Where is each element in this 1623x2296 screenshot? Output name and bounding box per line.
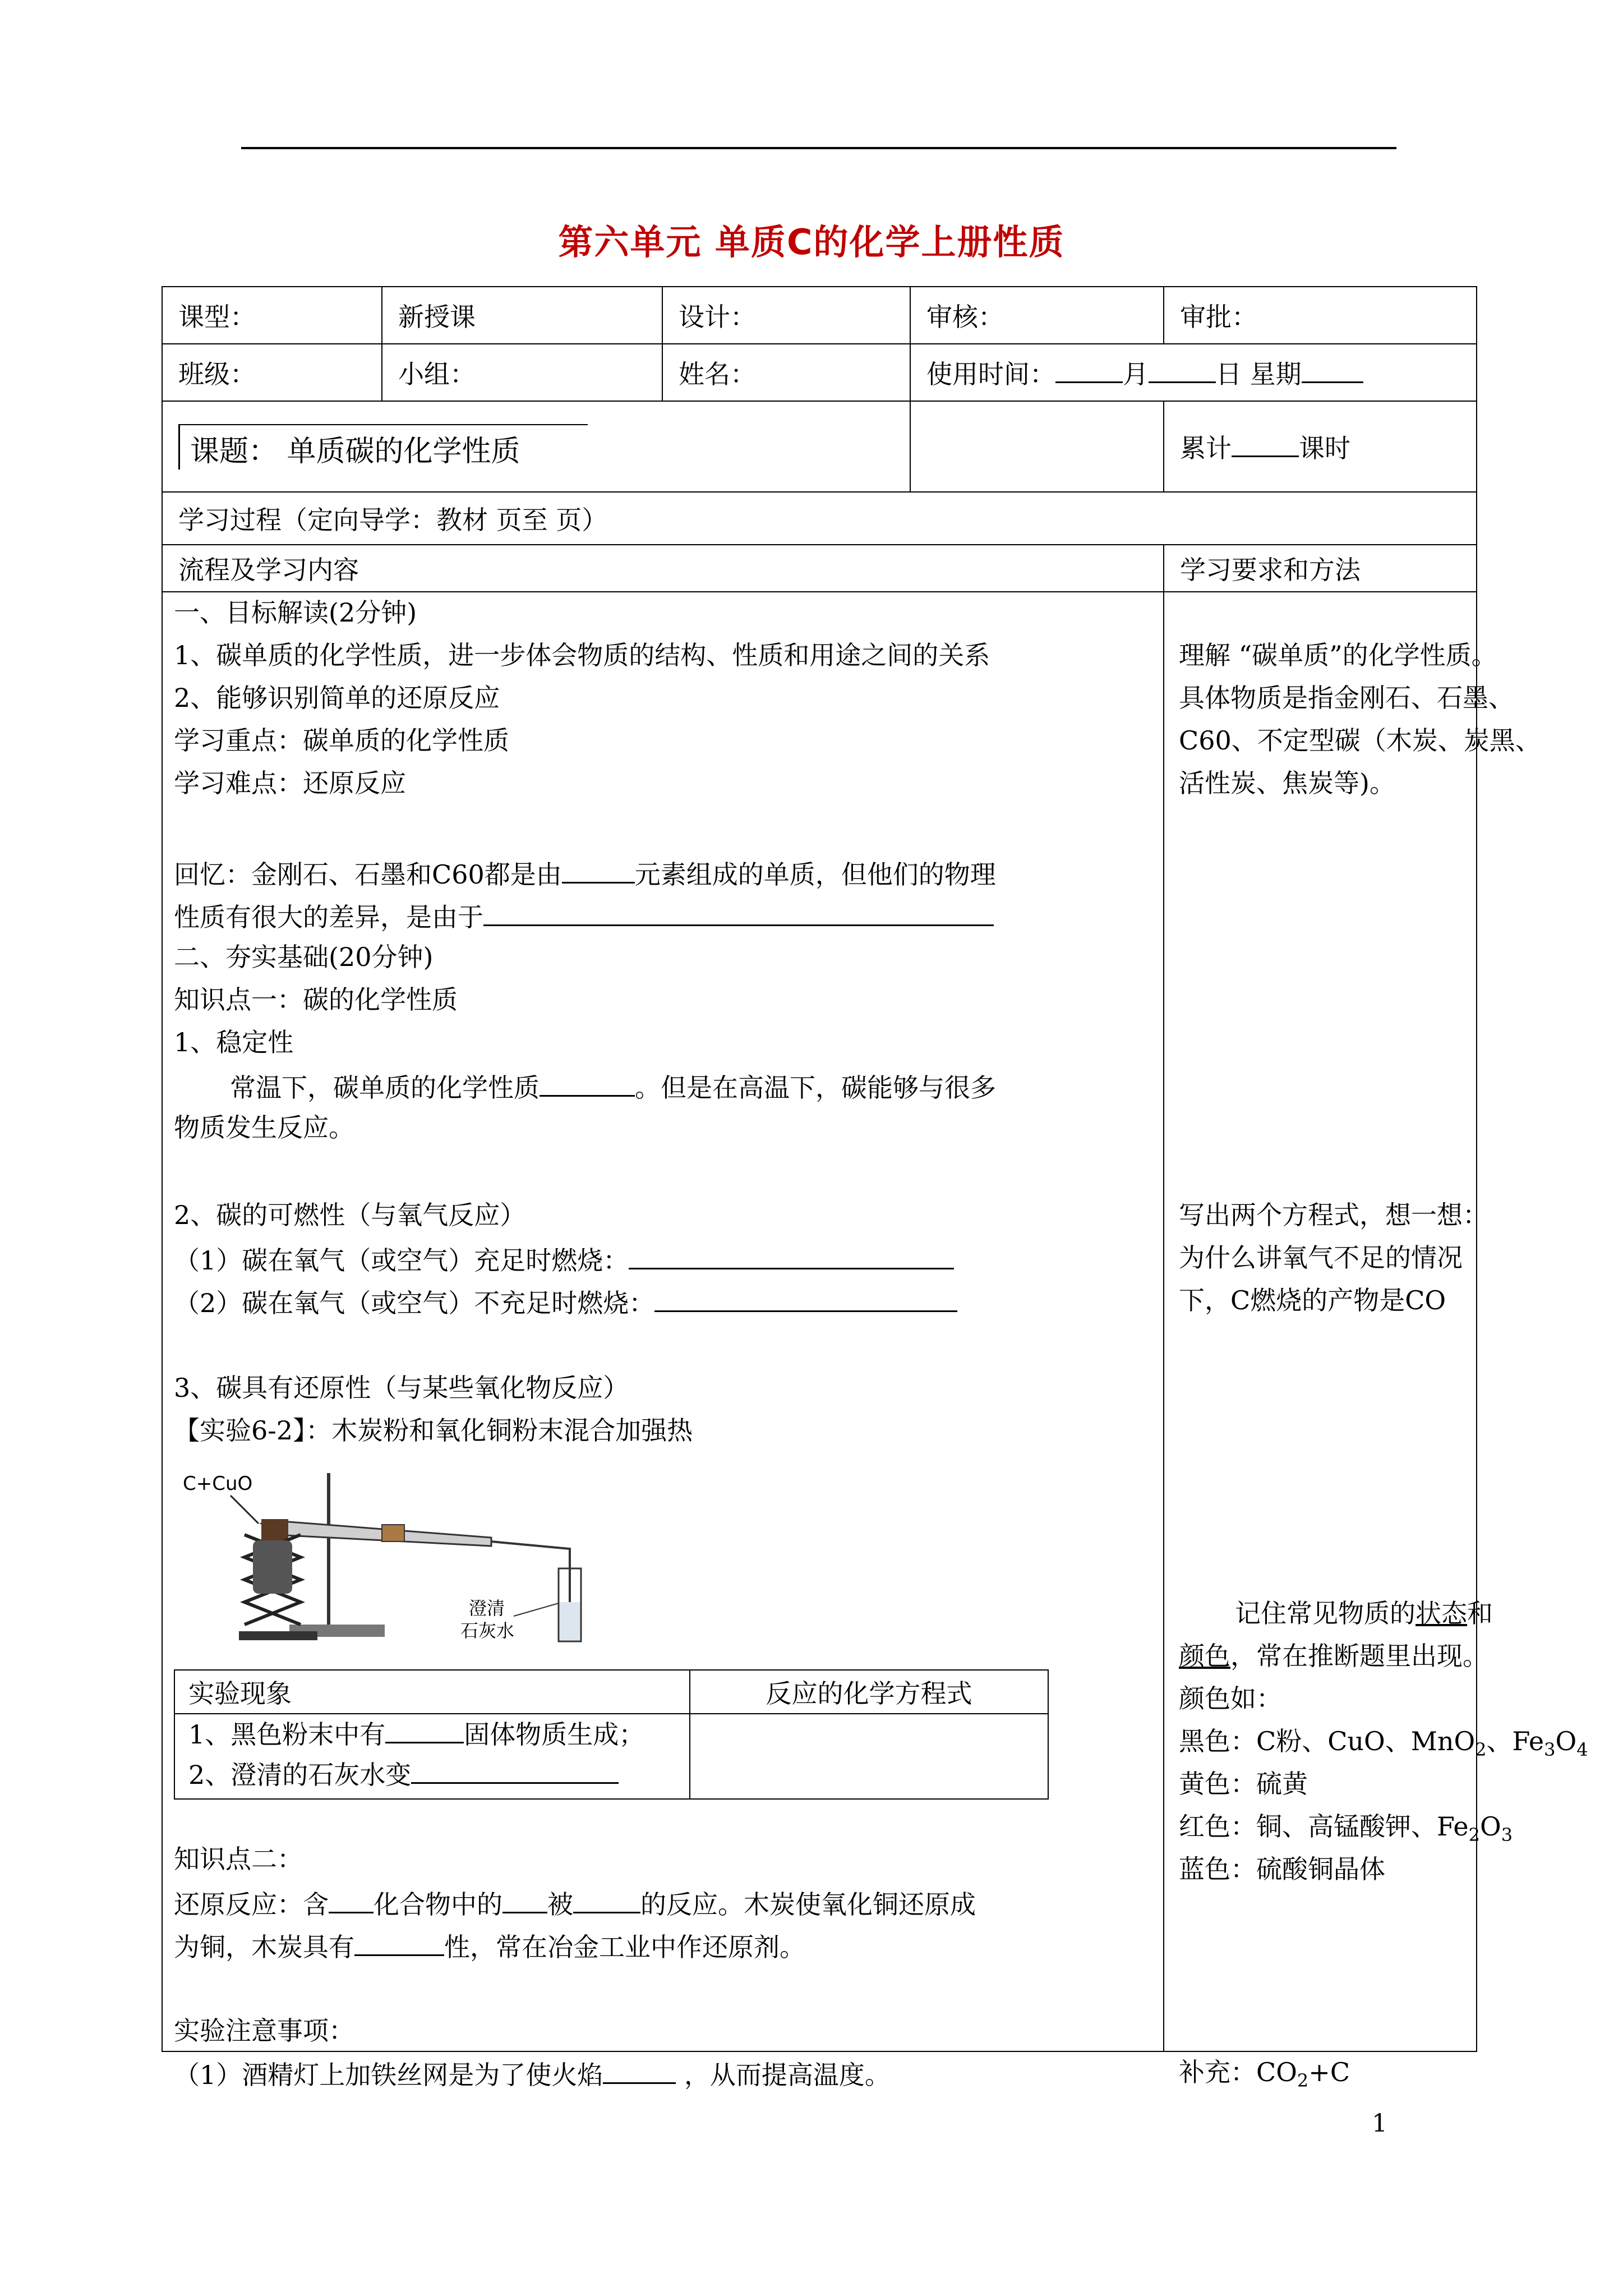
- key-point: 学习重点：碳单质的化学性质: [174, 725, 509, 756]
- req-1-line-2: 具体物质是指金刚石、石墨、: [1179, 683, 1514, 713]
- supplement: 补充：$CO_2+C$: [1179, 2057, 1350, 2092]
- approver-label: 审批：: [1164, 287, 1477, 344]
- goal-2: 2、能够识别简单的还原反应: [174, 683, 500, 713]
- recall-line-2: 性质有很大的差异，是由于: [174, 898, 994, 934]
- req-2-line-3: 下，C燃烧的产物是CO: [1179, 1285, 1446, 1315]
- topic-cell: [162, 401, 910, 492]
- limewater-blank[interactable]: [411, 1755, 619, 1784]
- total-hours: 累计 课时: [1164, 401, 1477, 492]
- memory-line-2: 颜色，常在推断题里出现。: [1179, 1641, 1488, 1671]
- combustion-1-blank[interactable]: [629, 1241, 954, 1269]
- solid-blank[interactable]: [385, 1715, 464, 1743]
- taken-blank[interactable]: [502, 1885, 547, 1913]
- requirements-column: [1164, 592, 1588, 2092]
- req-1-line-3: C60、不定型碳（木炭、炭黑、: [1179, 725, 1541, 756]
- knowledge-point-1: 知识点一：碳的化学性质: [174, 984, 458, 1015]
- equation-cell[interactable]: [690, 1714, 1048, 1799]
- learning-process: 学习过程（定向导学：教材 页至 页）: [162, 492, 1477, 545]
- class-label: 班级：: [162, 344, 382, 401]
- name-label: 姓名：: [662, 344, 910, 401]
- black-colors: 黑色：C粉、CuO、MnO$_2$、$Fe_3O_4$: [1179, 1726, 1588, 1761]
- flame-blank[interactable]: [603, 2055, 676, 2084]
- note-1: （1）酒精灯上加铁丝网是为了使火焰 ，从而提高温度。: [174, 2055, 891, 2092]
- top-rule: [241, 147, 1396, 149]
- reduction-line-1: 还原反应：含 化合物中的 被 的反应。木炭使氧化铜还原成: [174, 1885, 976, 1921]
- difficulty: 学习难点：还原反应: [174, 768, 406, 798]
- req-1-line-4: 活性炭、焦炭等)。: [1179, 768, 1395, 798]
- hours-blank[interactable]: [1232, 429, 1299, 457]
- yellow-colors: 黄色：硫黄: [1179, 1769, 1308, 1799]
- page-title: 第六单元 单质C的化学上册性质: [558, 222, 1065, 263]
- section-2-heading: 二、夯实基础(20分钟): [174, 942, 434, 972]
- notes-heading: 实验注意事项：: [174, 2016, 354, 2046]
- label-clear: 澄清: [469, 1598, 505, 1619]
- colors-heading: 颜色如：: [1179, 1683, 1282, 1714]
- stability-line-1: 常温下，碳单质的化学性质 。但是在高温下，碳能够与很多: [230, 1068, 996, 1105]
- memory-line-1: 记住常见物质的状态和: [1235, 1598, 1493, 1628]
- reviewer-label: 审核：: [910, 287, 1164, 344]
- usage-time: 使用时间： 月 日 星期: [910, 344, 1477, 401]
- reaction-blank[interactable]: [573, 1885, 640, 1913]
- combustion-2-blank[interactable]: [654, 1283, 957, 1312]
- req-2-line-1: 写出两个方程式，想一想：: [1179, 1200, 1488, 1230]
- label-limewater: 石灰水: [460, 1620, 515, 1641]
- lesson-type-label: 课型：: [162, 287, 382, 344]
- learning-content: [162, 592, 1164, 2090]
- phenomenon-cell: 1、黑色粉末中有 固体物质生成； 2、澄清的石灰水变: [174, 1714, 690, 1799]
- recall-line-1: 回忆：金刚石、石墨和C60都是由 元素组成的单质，但他们的物理: [174, 855, 996, 891]
- combustion-heading: 2、碳的可燃性（与氧气反应）: [174, 1200, 526, 1230]
- group-label: 小组：: [382, 344, 662, 401]
- topic-empty-cell: [910, 401, 1164, 492]
- left-column-header: 流程及学习内容: [162, 545, 1164, 592]
- combustion-1: （1）碳在氧气（或空气）充足时燃烧：: [174, 1241, 954, 1277]
- lesson-table: [162, 286, 1588, 2092]
- element-blank[interactable]: [562, 855, 635, 884]
- designer-label: 设计：: [662, 287, 910, 344]
- reduction-line-2: 为铜，木炭具有 性，常在冶金工业中作还原剂。: [174, 1927, 805, 1964]
- goal-1: 1、碳单质的化学性质，进一步体会物质的结构、性质和用途之间的关系: [174, 640, 990, 670]
- stability-heading: 1、稳定性: [174, 1027, 294, 1057]
- phenomenon-header: 实验现象: [174, 1670, 690, 1714]
- goal-heading: 一、目标解读(2分钟): [174, 597, 417, 628]
- month-blank[interactable]: [1055, 355, 1123, 383]
- blue-colors: 蓝色：硫酸铜晶体: [1179, 1854, 1385, 1884]
- experiment-apparatus-image: [177, 1456, 603, 1647]
- property-blank[interactable]: [354, 1927, 444, 1956]
- req-2-line-2: 为什么讲氧气不足的情况: [1179, 1243, 1463, 1273]
- equation-header: 反应的化学方程式: [690, 1670, 1048, 1714]
- red-colors: 红色：铜、高锰酸钾、$Fe_2O_3$: [1179, 1811, 1513, 1846]
- req-1-line-1: 理解 “碳单质”的化学性质。: [1179, 640, 1497, 670]
- day-blank[interactable]: [1149, 355, 1216, 383]
- lesson-type-value: 新授课: [382, 287, 662, 344]
- reason-blank[interactable]: [483, 898, 994, 926]
- knowledge-point-2: 知识点二：: [174, 1844, 303, 1874]
- stability-line-2: 物质发生反应。: [174, 1112, 354, 1143]
- stability-blank[interactable]: [540, 1068, 635, 1097]
- experiment-title: 【实验6-2】：木炭粉和氧化铜粉末混合加强热: [174, 1415, 693, 1446]
- right-column-header: 学习要求和方法: [1164, 545, 1477, 592]
- combustion-2: （2）碳在氧气（或空气）不充足时燃烧：: [174, 1283, 957, 1320]
- weekday-blank[interactable]: [1302, 355, 1363, 383]
- label-c-cuo: C+CuO: [183, 1473, 253, 1495]
- experiment-table: [174, 1669, 1049, 1800]
- page-number: 1: [1372, 2109, 1387, 2138]
- reducibility-heading: 3、碳具有还原性（与某些氧化物反应）: [174, 1373, 629, 1403]
- oxygen-blank[interactable]: [329, 1885, 374, 1913]
- topic-title: 课题： 单质碳的化学性质: [178, 424, 588, 470]
